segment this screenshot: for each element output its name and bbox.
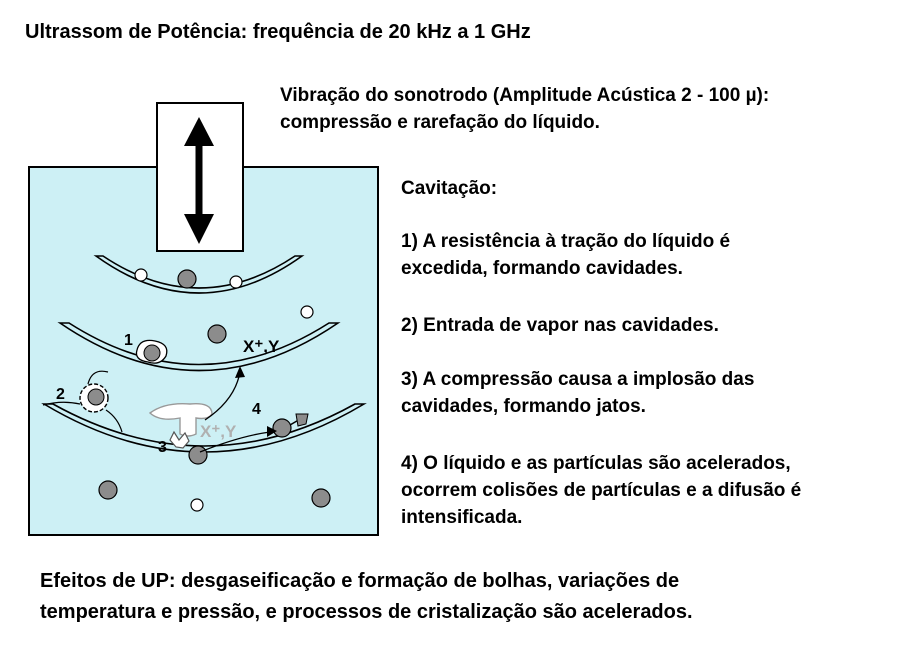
particle (312, 489, 330, 507)
step-1-line-2: excedida, formando cavidades. (401, 258, 683, 279)
page-title: Ultrassom de Potência: frequência de 20 kHz a 1 GHz (25, 21, 531, 43)
step-2-line-1: 2) Entrada de vapor nas cavidades. (401, 315, 719, 336)
cavitation-heading: Cavitação: (401, 178, 498, 199)
particle (189, 446, 207, 464)
label-3: 3 (158, 439, 167, 456)
step-4-line-2: ocorrem colisões de partículas e a difusão é (401, 480, 802, 501)
bubble (230, 276, 242, 288)
particle (99, 481, 117, 499)
step-4-line-3: intensificada. (401, 507, 523, 528)
effects-line-1: Efeitos de UP: desgaseificação e formação de bolhas, variações de (40, 570, 680, 592)
label-1: 1 (124, 332, 133, 349)
particle (178, 270, 196, 288)
species-label-1: X⁺,Y (243, 337, 280, 356)
particle (273, 419, 291, 437)
step-3-line-1: 3) A compressão causa a implosão das (401, 369, 755, 390)
vibration-line-2: compressão e rarefação do líquido. (280, 112, 600, 133)
step-1-line-1: 1) A resistência à tração do líquido é (401, 231, 731, 252)
effects-line-2: temperatura e pressão, e processos de cristalização são acelerados. (40, 601, 693, 623)
cavity-1 (136, 340, 166, 363)
step-3-line-2: cavidades, formando jatos. (401, 396, 646, 417)
species-label-2: X⁺,Y (200, 422, 237, 441)
bubble (191, 499, 203, 511)
label-4: 4 (252, 401, 261, 418)
vibration-line-1: Vibração do sonotrodo (Amplitude Acústica 2 - 100 µ): (280, 85, 770, 106)
step-4-line-1: 4) O líquido e as partículas são acelerados, (401, 453, 791, 474)
bubble (135, 269, 147, 281)
particle (208, 325, 226, 343)
label-2: 2 (56, 386, 65, 403)
bubble (301, 306, 313, 318)
